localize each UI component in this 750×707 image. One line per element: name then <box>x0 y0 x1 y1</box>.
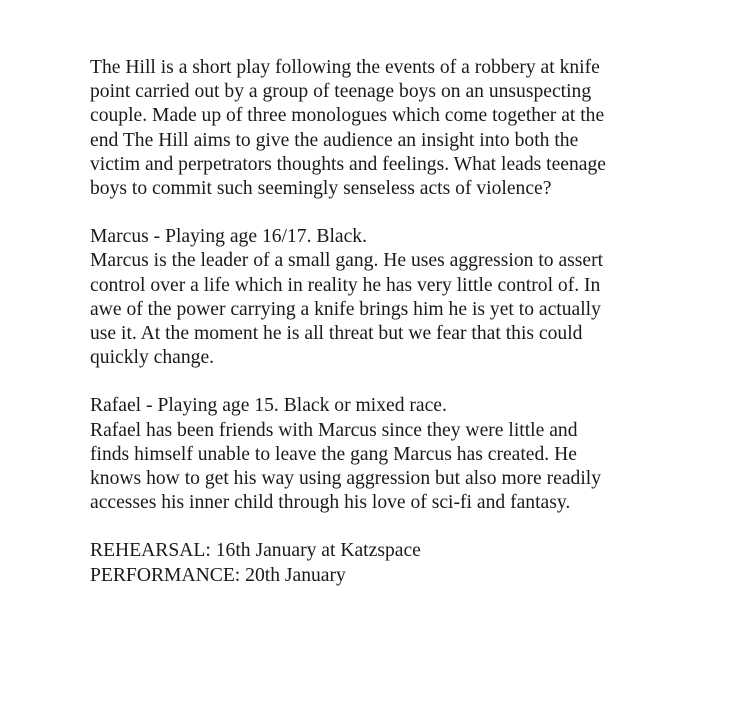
rehearsal-line: REHEARSAL: 16th January at Katzspace <box>90 540 421 562</box>
marcus-line: Marcus is the leader of a small gang. He uses aggression to assert <box>90 250 604 272</box>
schedule-paragraph <box>90 539 730 587</box>
intro-line: The Hill is a short play following the events of a robbery at knife <box>90 57 600 78</box>
intro-line: boys to commit such seemingly senseless acts of violence? <box>90 178 552 200</box>
rafael-line: knows how to get his way using aggression but also more readily <box>90 468 601 490</box>
rafael-line: finds himself unable to leave the gang Marcus has created. He <box>90 443 577 465</box>
marcus-line: use it. At the moment he is all threat but we fear that this could <box>90 323 583 345</box>
rafael-line: accesses his inner child through his love of sci-fi and fantasy. <box>90 492 571 514</box>
rafael-line: Rafael has been friends with Marcus since they were little and <box>90 419 578 441</box>
document-body <box>90 56 730 612</box>
performance-line: PERFORMANCE: 20th January <box>90 564 346 586</box>
intro-line: victim and perpetrators thoughts and feelings. What leads teenage <box>90 153 606 175</box>
marcus-line: control over a life which in reality he has very little control of. In <box>90 274 601 296</box>
marcus-heading: Marcus - Playing age 16/17. Black. <box>90 226 367 248</box>
intro-line: couple. Made up of three monologues which come together at the <box>90 105 605 127</box>
intro-paragraph <box>90 56 730 201</box>
rafael-paragraph <box>90 394 730 515</box>
intro-line: point carried out by a group of teenage boys on an unsuspecting <box>90 81 592 103</box>
intro-line: end The Hill aims to give the audience an insight into both the <box>90 129 579 151</box>
marcus-line: awe of the power carrying a knife brings him he is yet to actually <box>90 298 601 320</box>
rafael-heading: Rafael - Playing age 15. Black or mixed race. <box>90 395 447 417</box>
marcus-line: quickly change. <box>90 347 215 369</box>
marcus-paragraph <box>90 225 730 370</box>
